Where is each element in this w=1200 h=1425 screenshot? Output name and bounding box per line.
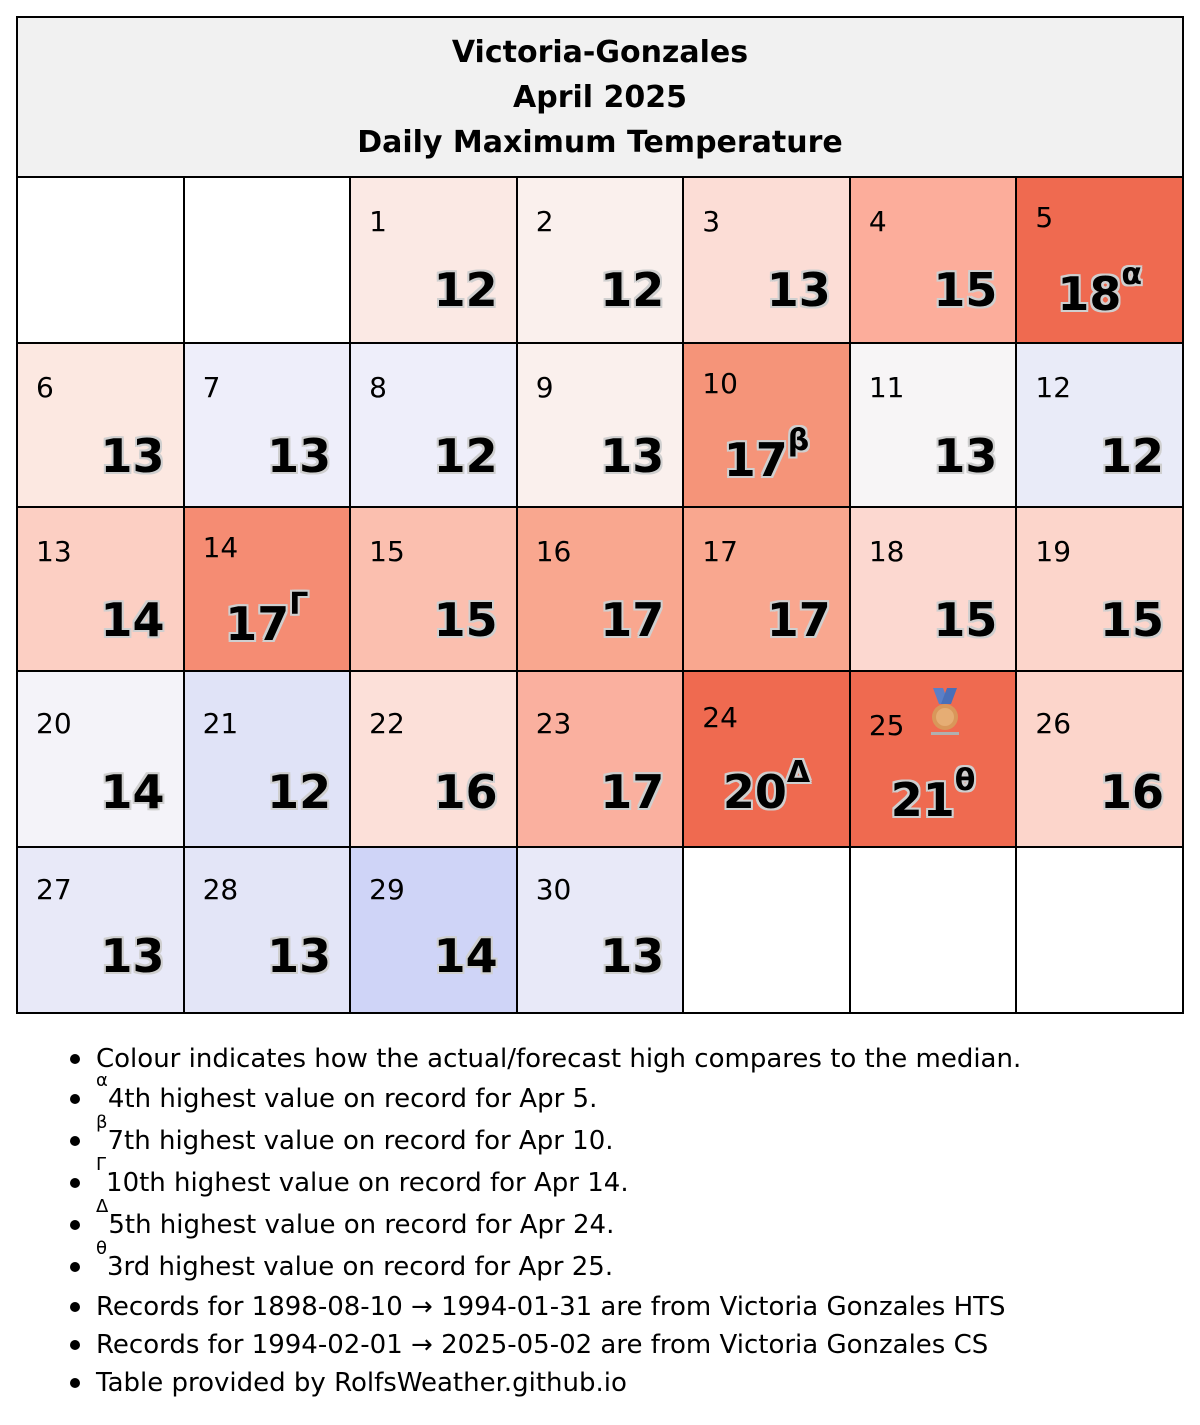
day-value — [101, 928, 165, 984]
day-cell — [850, 507, 1017, 671]
day-cell — [683, 177, 850, 343]
note-record — [58, 1070, 1158, 1120]
value-text: 17 — [766, 593, 831, 647]
day-cell — [517, 847, 684, 1013]
value-text: 15 — [433, 593, 498, 647]
day-value — [1017, 257, 1182, 322]
day-number: 12 — [1035, 371, 1072, 404]
day-cell — [850, 343, 1017, 507]
value-text: 15 — [1099, 593, 1164, 647]
day-cell — [517, 671, 684, 847]
note-text: Records for 1898-08-10 → 1994-01-31 are from Victoria Gonzales HTS — [96, 1292, 1006, 1322]
day-number: 6 — [36, 371, 54, 404]
day-value — [933, 428, 997, 484]
day-value — [767, 262, 831, 318]
value-text: 12 — [267, 765, 332, 819]
empty-cell — [17, 177, 184, 343]
day-value — [101, 592, 165, 648]
value-text: 17 — [723, 433, 788, 487]
value-text: 12 — [1099, 429, 1164, 483]
day-value — [600, 262, 664, 318]
value-text: 13 — [600, 929, 665, 983]
note-text: 5th highest value on record for Apr 24. — [108, 1210, 615, 1240]
note-text: 3rd highest value on record for Apr 25. — [107, 1252, 614, 1282]
day-number: 3 — [702, 205, 721, 238]
value-text: 14 — [433, 929, 498, 983]
note-text: Colour indicates how the actual/forecast high compares to the median. — [96, 1044, 1022, 1074]
metric-title: Daily Maximum Temperature — [357, 124, 843, 160]
day-cell — [1016, 177, 1183, 343]
temperature-calendar — [16, 16, 1184, 1014]
day-value — [185, 587, 350, 652]
day-cell — [184, 847, 351, 1013]
day-value — [434, 262, 498, 318]
day-number: 2 — [535, 205, 554, 238]
day-value — [101, 764, 165, 820]
note-record — [58, 1154, 1158, 1204]
note-mark: β — [96, 1112, 108, 1133]
day-number: 7 — [202, 371, 221, 404]
value-text: 12 — [433, 263, 498, 317]
day-value — [267, 764, 331, 820]
day-number: 4 — [868, 205, 887, 238]
day-number: 9 — [535, 371, 554, 404]
day-value — [267, 428, 331, 484]
day-value — [434, 592, 498, 648]
day-value — [851, 763, 1016, 828]
day-cell — [17, 671, 184, 847]
calendar-container — [16, 16, 1184, 1014]
day-value — [434, 928, 498, 984]
value-text: 15 — [933, 593, 998, 647]
note-record — [58, 1238, 1158, 1288]
day-number: 23 — [535, 707, 572, 740]
day-number: 15 — [369, 535, 405, 568]
day-number: 11 — [868, 371, 905, 404]
day-cell — [1016, 671, 1183, 847]
day-cell — [17, 507, 184, 671]
note-colour — [58, 1040, 1158, 1078]
note-text: 4th highest value on record for Apr 5. — [107, 1084, 598, 1114]
value-text: 16 — [1099, 765, 1164, 819]
day-number: 28 — [202, 873, 239, 906]
day-cell — [350, 343, 517, 507]
day-value — [434, 428, 498, 484]
value-text: 14 — [100, 765, 165, 819]
empty-cell — [683, 847, 850, 1013]
day-number: 29 — [369, 873, 405, 906]
day-cell — [517, 177, 684, 343]
value-text: 17 — [225, 597, 290, 651]
month-title: April 2025 — [513, 79, 687, 115]
record-mark: α — [1121, 257, 1142, 292]
value-text: 13 — [600, 429, 665, 483]
day-value — [933, 592, 997, 648]
day-number: 13 — [36, 535, 72, 568]
day-number: 30 — [535, 873, 572, 906]
empty-cell — [1016, 847, 1183, 1013]
notes-list — [58, 1040, 1158, 1402]
day-cell — [350, 847, 517, 1013]
record-mark: Γ — [289, 587, 309, 622]
value-text: 13 — [100, 929, 165, 983]
day-number: 24 — [702, 701, 738, 734]
day-number: 8 — [369, 371, 387, 404]
note-credit — [58, 1364, 1158, 1402]
note-text: 10th highest value on record for Apr 14. — [106, 1168, 629, 1198]
day-cell — [350, 671, 517, 847]
day-value — [933, 262, 997, 318]
value-text: 13 — [100, 429, 165, 483]
value-text: 15 — [933, 263, 998, 317]
day-number: 5 — [1035, 201, 1054, 234]
day-value — [600, 764, 664, 820]
day-number: 22 — [369, 707, 405, 740]
day-value — [684, 423, 849, 488]
day-cell — [683, 343, 850, 507]
value-text: 16 — [433, 765, 498, 819]
note-mark: Γ — [96, 1154, 107, 1175]
value-text: 18 — [1057, 267, 1122, 321]
value-text: 12 — [600, 263, 665, 317]
day-cell — [17, 343, 184, 507]
day-cell — [350, 507, 517, 671]
note-text: 7th highest value on record for Apr 10. — [107, 1126, 614, 1156]
value-text: 13 — [267, 929, 332, 983]
day-value — [684, 755, 849, 820]
day-number: 27 — [36, 873, 72, 906]
value-text: 17 — [600, 593, 665, 647]
day-value — [267, 928, 331, 984]
value-text: 20 — [722, 765, 787, 819]
note-source-1 — [58, 1288, 1158, 1326]
day-value — [600, 592, 664, 648]
record-mark: Δ — [786, 755, 811, 790]
day-cell — [850, 177, 1017, 343]
day-value — [1100, 764, 1164, 820]
day-number: 14 — [202, 531, 239, 564]
note-mark: Δ — [96, 1196, 109, 1217]
day-cell — [184, 507, 351, 671]
note-record — [58, 1112, 1158, 1162]
note-mark: α — [96, 1070, 108, 1091]
day-value — [767, 592, 831, 648]
day-number: 26 — [1035, 707, 1072, 740]
note-text: Records for 1994-02-01 → 2025-05-02 are from Victoria Gonzales CS — [96, 1330, 989, 1360]
day-cell — [683, 671, 850, 847]
day-value — [1100, 428, 1164, 484]
note-source-2 — [58, 1326, 1158, 1364]
day-cell — [517, 343, 684, 507]
note-mark: θ — [96, 1238, 108, 1259]
day-number: 20 — [36, 707, 72, 740]
day-number: 25 — [868, 709, 905, 742]
day-number: 18 — [868, 535, 905, 568]
calendar-header — [17, 17, 1183, 177]
day-cell — [1016, 507, 1183, 671]
empty-cell — [184, 177, 351, 343]
day-value — [101, 428, 165, 484]
value-text: 12 — [433, 429, 498, 483]
day-value — [600, 928, 664, 984]
record-mark: β — [787, 423, 810, 458]
day-cell — [683, 507, 850, 671]
day-cell — [17, 847, 184, 1013]
value-text: 17 — [600, 765, 665, 819]
day-number: 19 — [1035, 535, 1072, 568]
bronze-medal-icon — [923, 688, 967, 736]
day-cell — [1016, 343, 1183, 507]
day-cell — [184, 671, 351, 847]
value-text: 13 — [267, 429, 332, 483]
value-text: 21 — [890, 773, 955, 827]
day-cell — [850, 671, 1017, 847]
day-cell — [350, 177, 517, 343]
day-number: 17 — [702, 535, 738, 568]
day-cell — [517, 507, 684, 671]
record-mark: θ — [954, 763, 976, 798]
day-number: 21 — [202, 707, 239, 740]
empty-cell — [850, 847, 1017, 1013]
note-record — [58, 1196, 1158, 1246]
note-text: Table provided by RolfsWeather.github.io — [96, 1368, 627, 1398]
day-number: 10 — [702, 367, 738, 400]
day-value — [434, 764, 498, 820]
value-text: 14 — [100, 593, 165, 647]
day-value — [600, 428, 664, 484]
station-title: Victoria-Gonzales — [451, 34, 749, 70]
value-text: 13 — [933, 429, 998, 483]
value-text: 13 — [766, 263, 831, 317]
day-value — [1100, 592, 1164, 648]
day-number: 1 — [369, 205, 387, 238]
day-number: 16 — [535, 535, 572, 568]
day-cell — [184, 343, 351, 507]
